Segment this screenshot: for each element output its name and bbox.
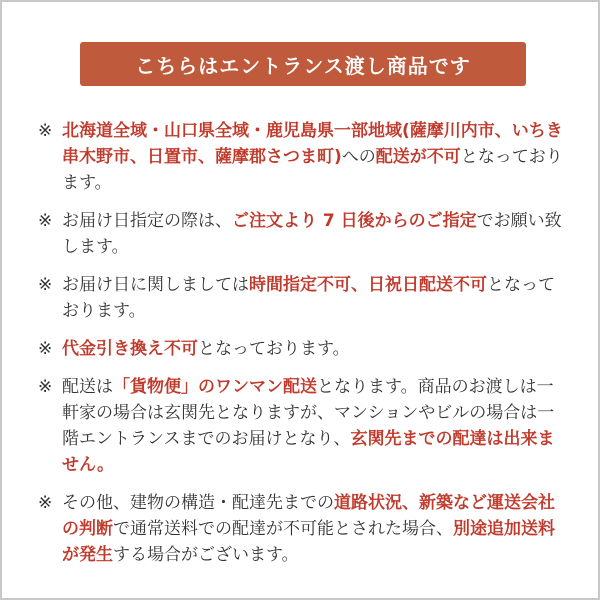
note-text-segment: する場合がございます。 [113, 545, 299, 565]
note-text-segment: への [341, 147, 376, 167]
title-banner [80, 42, 526, 86]
note-item [38, 374, 566, 478]
note-text [62, 272, 566, 324]
note-mark: ※ [38, 377, 53, 397]
note-text [62, 208, 566, 260]
note-text-segment: となっております。 [198, 339, 350, 359]
highlighted-text: 道路状況、新築など運送会社の判断 [62, 493, 555, 539]
highlighted-text: 時間指定不可、日祝日配送不可 [249, 275, 487, 295]
note-text-segment: となります。商品のお渡しは一軒家の場合は玄関先となりますが、マンションやビルの場合は一階エントランスまでのお届けとなり、 [62, 377, 555, 449]
note-item [38, 490, 566, 568]
highlighted-text: 別途追加送料が発生 [62, 519, 555, 565]
note-item [38, 272, 566, 324]
note-mark: ※ [38, 211, 53, 231]
note-text-segment: でお願い致します。 [62, 211, 562, 257]
note-text [62, 336, 566, 362]
highlighted-text: 「貨物便」のワンマン配送 [113, 377, 317, 397]
highlighted-text: ご注文より 7 日後からのご指定 [232, 211, 477, 231]
note-mark: ※ [38, 339, 53, 359]
banner-title: こちらはエントランス渡し商品です [135, 53, 471, 78]
note-mark: ※ [38, 275, 53, 295]
note-text-segment: で通常送料での配達が不可能とされた場合、 [113, 519, 453, 539]
note-text [62, 118, 566, 196]
highlighted-text: 配送が不可 [375, 147, 461, 167]
note-text-segment: となっております。 [62, 275, 555, 321]
note-item [38, 208, 566, 260]
note-text [62, 490, 566, 568]
note-item [38, 336, 566, 362]
note-text [62, 374, 566, 478]
note-mark: ※ [38, 493, 53, 513]
notes-list [38, 118, 566, 580]
note-text-segment: 配送は [62, 377, 113, 397]
note-mark: ※ [38, 121, 53, 141]
highlighted-text: 代金引き換え不可 [62, 339, 198, 359]
note-text-segment: その他、建物の構造・配達先までの [62, 493, 334, 513]
note-item [38, 118, 566, 196]
note-text-segment: お届け日に関しましては [62, 275, 249, 295]
note-text-segment: となっております。 [62, 147, 563, 193]
highlighted-text: 北海道全域・山口県全域・鹿児島県一部地域(薩摩川内市、いちき串木野市、日置市、薩摩郡さつま町) [62, 121, 563, 167]
note-text-segment: お届け日指定の際は、 [62, 211, 232, 231]
highlighted-text: 玄関先までの配達は出来ません。 [62, 429, 555, 475]
